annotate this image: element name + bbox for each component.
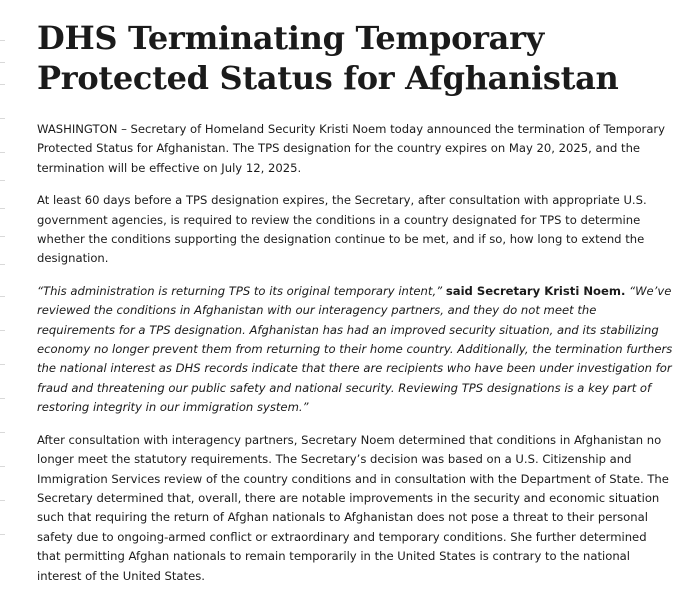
quote-continuation: “We’ve reviewed the conditions in Afghanistan with our interagency partners, and they do not meet the requirements for a TPS designation. Afghanistan has had an improved security situation, and its stabilizing economy no longer prevent them from returning to their home country. Additionally, the termination furthers the national interest as DHS records indicate that there are recipients who have been under investigation for fraud and threatening our public safety and national security. Reviewing TPS designations is a key part of restoring integrity in our immigration system.” [37,283,673,415]
article-title: DHS Terminating Temporary Protected Status for Afghanistan [37,19,619,97]
article-quote-paragraph [37,282,673,418]
article-paragraph-4: After consultation with interagency partners, Secretary Noem determined that conditions in Afghanistan no longer meet the statutory requirements. The Secretary’s decision was based on a U.S. Citizenship and Immigration Services review of the country conditions and in consultation with the Department of State. The Secretary determined that, overall, there are notable improvements in the security and economic situation such that requiring the return of Afghan nationals to Afghanistan does not pose a threat to their personal safety due to ongoing-armed conflict or extraordinary and temporary conditions. She further determined that permitting Afghan nationals to remain temporarily in the United States is contrary to the national interest of the United States. [37,432,669,583]
article-paragraph-2: At least 60 days before a TPS designation expires, the Secretary, after consultation with appropriate U.S. government agencies, is required to review the conditions in a country designated for TPS to determine whether the conditions supporting the designation continue to be met, and if so, how long to extend the designation. [37,193,647,266]
press-release-article [37,18,673,599]
quote-speaker-attribution: said Secretary Kristi Noem. [445,283,626,298]
quote-opening: “This administration is returning TPS to its original temporary intent,” [37,283,443,298]
article-paragraph-1: WASHINGTON – Secretary of Homeland Security Kristi Noem today announced the termination of Temporary Protected Status for Afghanistan. The TPS designation for the country expires on May 20, 2025, and the termination will be effective on July 12, 2025. [37,122,666,175]
left-edge-tick-marks [0,0,6,572]
